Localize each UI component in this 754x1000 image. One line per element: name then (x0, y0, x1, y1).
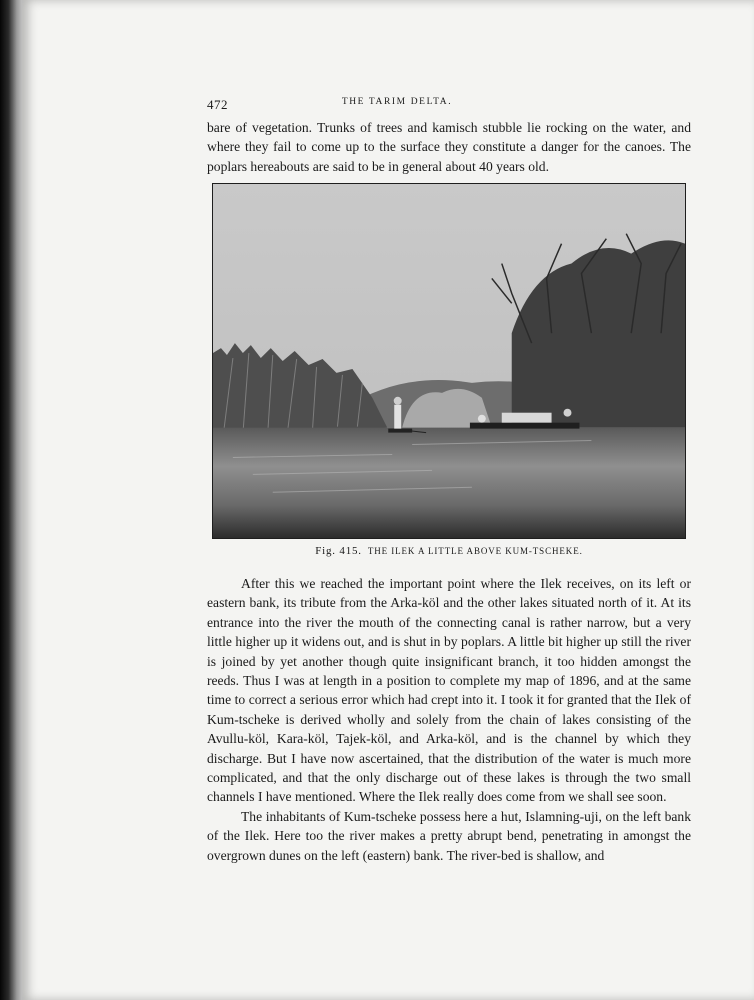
page-number: 472 (207, 97, 228, 112)
figure-number: Fig. 415. (315, 545, 362, 557)
river-photo-illustration (213, 184, 685, 538)
body-text (207, 574, 691, 865)
figure-caption (212, 545, 686, 557)
paragraph-2: The inhabitants of Kum-tscheke possess here a hut, Islamning-uji, on the left bank of the Ilek. Here too the river makes a pretty abrupt bend, penetrating in amongst the overgrown dunes on the left (eastern) bank. The river-bed is shallow, and (207, 808, 691, 863)
figure-photo (212, 183, 686, 539)
paragraph-1: After this we reached the important point where the Ilek receives, on its left or eastern bank, its tribute from the Arka-köl and the other lakes situated north of it. At its entrance into the river the mouth of the connecting canal is rather narrow, but a very little higher up it widens out, and is shut in by poplars. A little bit higher up still the river is joined by yet another though quite insignificant branch, it too hidden amongst the reeds. Thus I was at length in a position to complete my map of 1896, and at the same time to correct a serious error which had crept into it. I took it for granted that the Ilek of Kum-tscheke is derived wholly and solely from the chain of lakes consisting of the Avullu-köl, Kara-köl, Tajek-köl, and Arka-köl, and is the channel by which they discharge. But I have now ascertained, that the distribution of the water is much more complicated, and that the only discharge out of these lakes is through the two small channels I have mentioned. Where the Ilek really does come from we shall see soon. (207, 576, 691, 805)
figure-caption-text: THE ILEK A LITTLE ABOVE KUM-TSCHEKE. (367, 546, 583, 556)
running-title: THE TARIM DELTA. (341, 97, 453, 107)
top-paragraph-block (207, 118, 691, 176)
scan-book-edge (0, 0, 24, 1000)
top-paragraph: bare of vegetation. Trunks of trees and kamisch stubble lie rocking on the water, and where they fail to come up to the surface they constitute a danger for the canoes. The poplars hereabouts are said to be in general about 40 years old. (207, 120, 691, 174)
